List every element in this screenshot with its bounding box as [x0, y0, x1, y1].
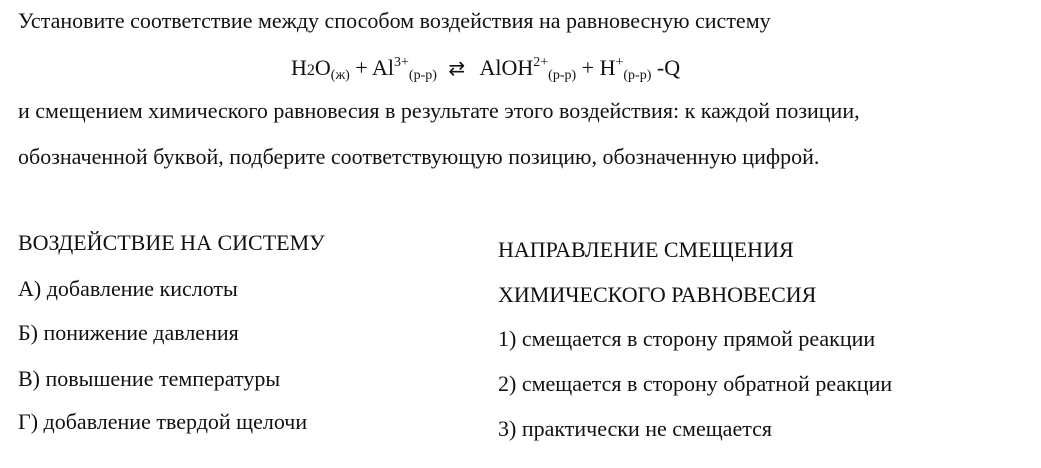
reactant-water: $H2O_{(ж)}$ — [291, 55, 350, 83]
plus-sign: + — [355, 55, 368, 80]
shift-item-2: 2) смещается в сторону обратной реакции — [498, 371, 893, 396]
shift-column-header-line-2: ХИМИЧЕСКОГО РАВНОВЕСИЯ — [498, 282, 817, 307]
impact-column-header: ВОЗДЕЙСТВИЕ НА СИСТЕМУ — [18, 230, 325, 255]
equilibrium-arrow-icon: ⇄ — [448, 56, 466, 80]
plus-sign: + — [581, 55, 595, 80]
impact-item-a: А) добавление кислоты — [18, 276, 238, 301]
shift-column-header-line-1: НАПРАВЛЕНИЕ СМЕЩЕНИЯ — [498, 237, 794, 262]
reaction-equation — [291, 55, 680, 84]
reactant-aluminum-ion: $Al^{3+}_{(р-р)}$ — [372, 55, 437, 83]
product-aloh-ion: AlOH$^{2+}_{(р-р)}$ — [479, 55, 577, 83]
shift-item-3: 3) практически не смещается — [498, 416, 772, 441]
impact-item-b: Б) понижение давления — [18, 320, 239, 345]
heat-term: -Q — [656, 55, 681, 80]
task-intro: Установите соответствие между способом воздействия на равновесную систему — [18, 8, 771, 33]
product-hydrogen-ion: $H^+_{(р-р)}$ — [599, 55, 652, 83]
impact-item-g: Г) добавление твердой щелочи — [18, 409, 308, 434]
impact-item-v: В) повышение температуры — [18, 366, 281, 391]
shift-item-1: 1) смещается в сторону прямой реакции — [498, 326, 876, 351]
task-text-line-2: и смещением химического равновесия в результате этого воздействия: к каждой позиции, — [18, 98, 860, 123]
task-text-line-3: обозначенной буквой, подберите соответствующую позицию, обозначенную цифрой. — [18, 144, 820, 169]
